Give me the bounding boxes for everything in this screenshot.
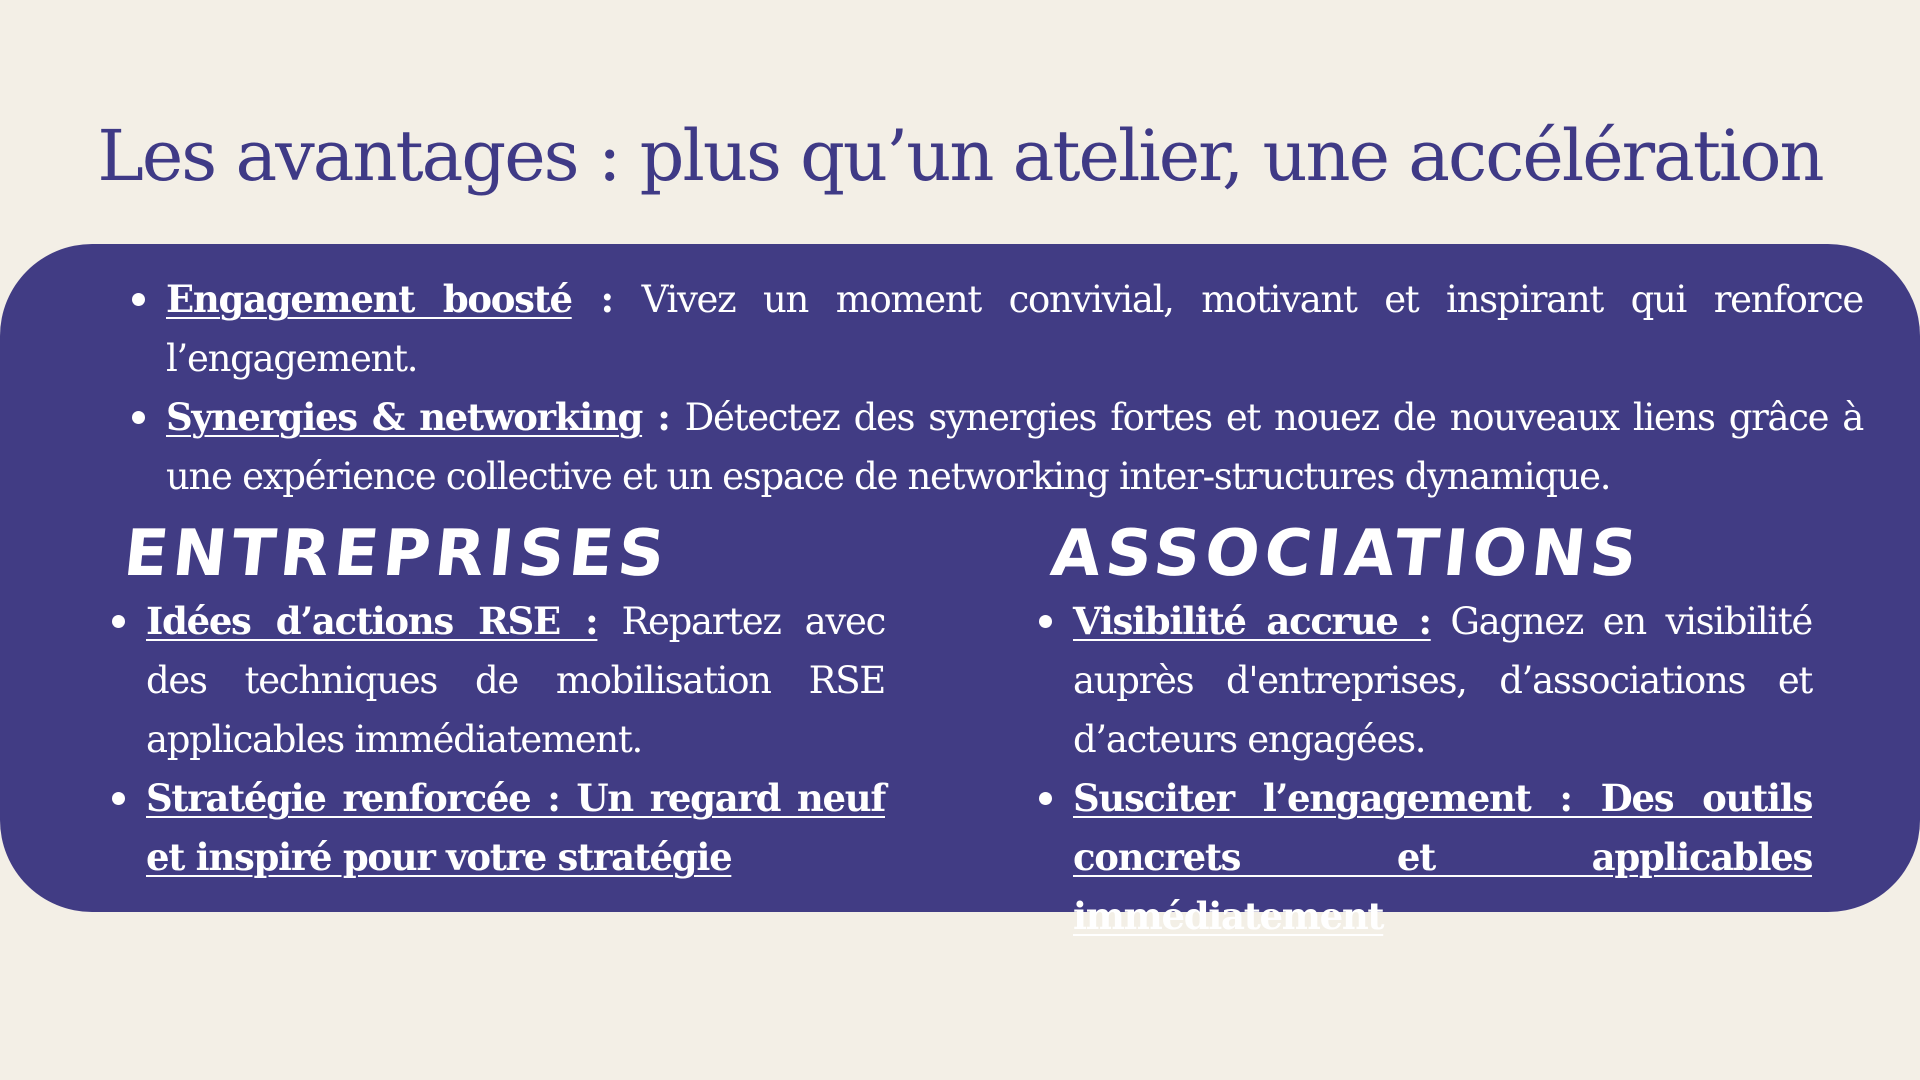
list-item (1073, 769, 1812, 946)
entreprises-list (109, 592, 885, 887)
benefit-term: Engagement boosté (166, 277, 572, 321)
entreprises-column (109, 517, 885, 887)
associations-list (1036, 592, 1812, 946)
entreprises-heading: ENTREPRISES (120, 517, 674, 591)
page-title: Les avantages : plus qu’un atelier, une accélération (97, 115, 1823, 197)
shared-benefits-list (130, 270, 1863, 506)
list-item (146, 769, 885, 887)
associations-column (1036, 517, 1812, 946)
list-item (166, 388, 1863, 506)
benefit-text: Vivez un moment convivial, motivant et inspirant qui renforce l’engagement. (166, 278, 1863, 380)
list-item (166, 270, 1863, 388)
benefit-term: Synergies & networking (166, 395, 643, 439)
bullet-icon (132, 293, 145, 306)
list-item (1073, 592, 1812, 769)
list-item (146, 592, 885, 769)
benefit-term: Stratégie renforcée : Un regard neuf et inspiré pour votre stratégie (146, 776, 885, 879)
bullet-icon (1039, 792, 1052, 805)
benefit-separator: : (642, 395, 685, 439)
benefit-text: Gagnez en visibilité auprès d'entreprises, d’associations et d’acteurs engagées. (1073, 600, 1812, 761)
bullet-icon (112, 792, 125, 805)
benefit-text: Détectez des synergies fortes et nouez de nouveaux liens grâce à une expérience collective et un espace de networking inter-structures dynamique. (166, 396, 1863, 498)
benefit-term: Susciter l’engagement : Des outils concrets et applicables immédiatement (1073, 776, 1812, 938)
bullet-icon (132, 411, 145, 424)
bullet-icon (112, 615, 125, 628)
benefit-term: Visibilité accrue : (1073, 599, 1431, 643)
bullet-icon (1039, 615, 1052, 628)
benefit-separator: : (571, 277, 642, 321)
benefit-term: Idées d’actions RSE : (146, 599, 598, 643)
associations-heading: ASSOCIATIONS (1047, 517, 1646, 591)
benefit-text: Repartez avec des techniques de mobilisation RSE applicables immédiatement. (146, 600, 885, 761)
benefits-panel (0, 244, 1920, 938)
